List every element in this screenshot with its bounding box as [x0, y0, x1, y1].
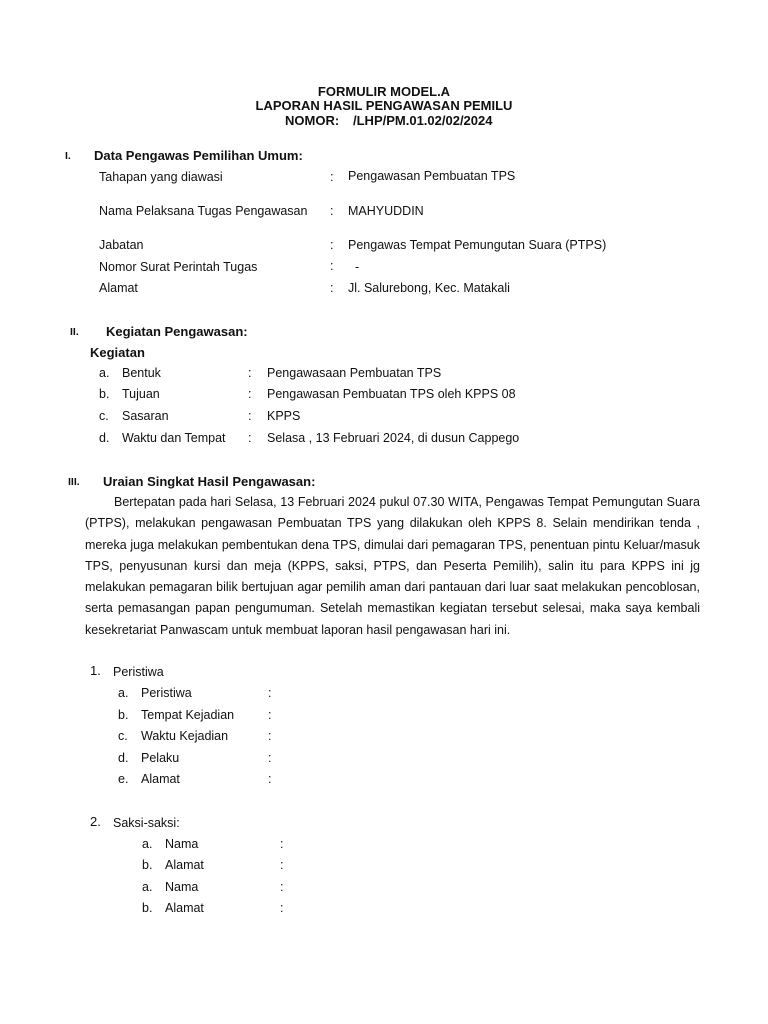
- field-label: Alamat: [165, 858, 204, 872]
- field-separator: :: [330, 281, 334, 295]
- section-2-number: II.: [70, 326, 79, 338]
- field-label: Tujuan: [122, 387, 160, 401]
- field-label: Nomor Surat Perintah Tugas: [99, 260, 258, 274]
- field-label: Tahapan yang diawasi: [99, 170, 223, 184]
- field-separator: :: [248, 387, 252, 401]
- field-label: Waktu Kejadian: [141, 729, 229, 743]
- saksi-number: 2.: [90, 814, 101, 829]
- field-value: Pengawasan Pembuatan TPS: [348, 169, 516, 183]
- list-letter: a.: [142, 837, 153, 851]
- peristiwa-number: 1.: [90, 663, 101, 678]
- list-letter: a.: [142, 880, 153, 894]
- list-letter: c.: [99, 409, 109, 423]
- nomor-label: NOMOR:: [285, 113, 340, 128]
- field-separator: :: [268, 751, 272, 765]
- saksi-title: Saksi-saksi:: [113, 816, 180, 830]
- field-separator: :: [330, 170, 334, 184]
- field-label: Nama Pelaksana Tugas Pengawasan: [99, 204, 308, 218]
- field-value: Pengawas Tempat Pemungutan Suara (PTPS): [348, 238, 607, 252]
- nomor-value: /LHP/PM.01.02/02/2024: [353, 113, 493, 128]
- list-letter: e.: [118, 772, 129, 786]
- list-letter: c.: [118, 729, 128, 743]
- field-label: Peristiwa: [141, 686, 192, 700]
- field-separator: :: [248, 366, 252, 380]
- field-label: Sasaran: [122, 409, 169, 423]
- field-label: Waktu dan Tempat: [122, 431, 226, 445]
- field-separator: :: [280, 858, 284, 872]
- section-1-title: Data Pengawas Pemilihan Umum:: [94, 148, 303, 163]
- field-separator: :: [248, 431, 252, 445]
- field-value: MAHYUDDIN: [348, 204, 424, 218]
- field-separator: :: [280, 880, 284, 894]
- field-label: Nama: [165, 880, 199, 894]
- list-letter: a.: [118, 686, 129, 700]
- list-letter: d.: [118, 751, 129, 765]
- field-label: Jabatan: [99, 238, 144, 252]
- list-letter: a.: [99, 366, 110, 380]
- list-letter: b.: [142, 858, 153, 872]
- field-separator: :: [280, 837, 284, 851]
- list-letter: b.: [118, 708, 129, 722]
- section-3-number: III.: [68, 476, 80, 488]
- report-paragraph: Bertepatan pada hari Selasa, 13 Februari 2024 pukul 07.30 WITA, Pengawas Tempat Pemungutan Suara (PTPS), melakukan pengawasan Pembuatan TPS yang dilakukan oleh KPPS 8. Selain mendirikan tenda , mereka juga melakukan pembentukan dena TPS, dimulai dari pemagaran TPS, penentuan pintu Keluar/masuk TPS, penyusunan kursi dan meja (KPPS, saksi, PTPS, dan Peserta Pemilih), salin itu para KPPS ini jg melakukan pemagaran bilik bertujuan agar pemilih aman dari pantauan dari luar saat melakukan pencoblosan, serta pemasangan papan pengumuman. Setelah memastikan kegiatan tersebut selesai, maka saya kembali kesekretariat Panwascam untuk membuat laporan hasil pengawasan hari ini.: [85, 495, 700, 637]
- field-label: Bentuk: [122, 366, 161, 380]
- field-separator: :: [268, 708, 272, 722]
- list-letter: b.: [142, 901, 153, 915]
- peristiwa-title: Peristiwa: [113, 665, 164, 679]
- list-letter: d.: [99, 431, 110, 445]
- field-label: Nama: [165, 837, 199, 851]
- list-letter: b.: [99, 387, 110, 401]
- section-3-title: Uraian Singkat Hasil Pengawasan:: [103, 474, 316, 489]
- form-model-title: FORMULIR MODEL.A: [317, 84, 451, 99]
- field-separator: :: [330, 259, 334, 273]
- field-value: -: [355, 260, 360, 274]
- field-value: Pengawasaan Pembuatan TPS: [267, 366, 442, 380]
- field-value: KPPS: [267, 409, 301, 423]
- field-label: Tempat Kejadian: [141, 708, 235, 722]
- report-title: LAPORAN HASIL PENGAWASAN PEMILU: [255, 98, 513, 113]
- field-label: Alamat: [99, 281, 138, 295]
- field-separator: :: [330, 204, 334, 218]
- field-separator: :: [248, 409, 252, 423]
- field-separator: :: [268, 772, 272, 786]
- section-2-subtitle: Kegiatan: [90, 345, 145, 360]
- field-separator: :: [330, 238, 334, 252]
- field-label: Alamat: [141, 772, 180, 786]
- field-label: Alamat: [165, 901, 204, 915]
- field-separator: :: [268, 686, 272, 700]
- field-separator: :: [268, 729, 272, 743]
- section-1-number: I.: [65, 150, 71, 162]
- field-value: Jl. Salurebong, Kec. Matakali: [348, 281, 510, 295]
- field-label: Pelaku: [141, 751, 180, 765]
- field-separator: :: [280, 901, 284, 915]
- field-value: Selasa , 13 Februari 2024, di dusun Cappego: [267, 431, 520, 445]
- section-2-title: Kegiatan Pengawasan:: [106, 324, 248, 339]
- field-value: Pengawasan Pembuatan TPS oleh KPPS 08: [267, 387, 516, 401]
